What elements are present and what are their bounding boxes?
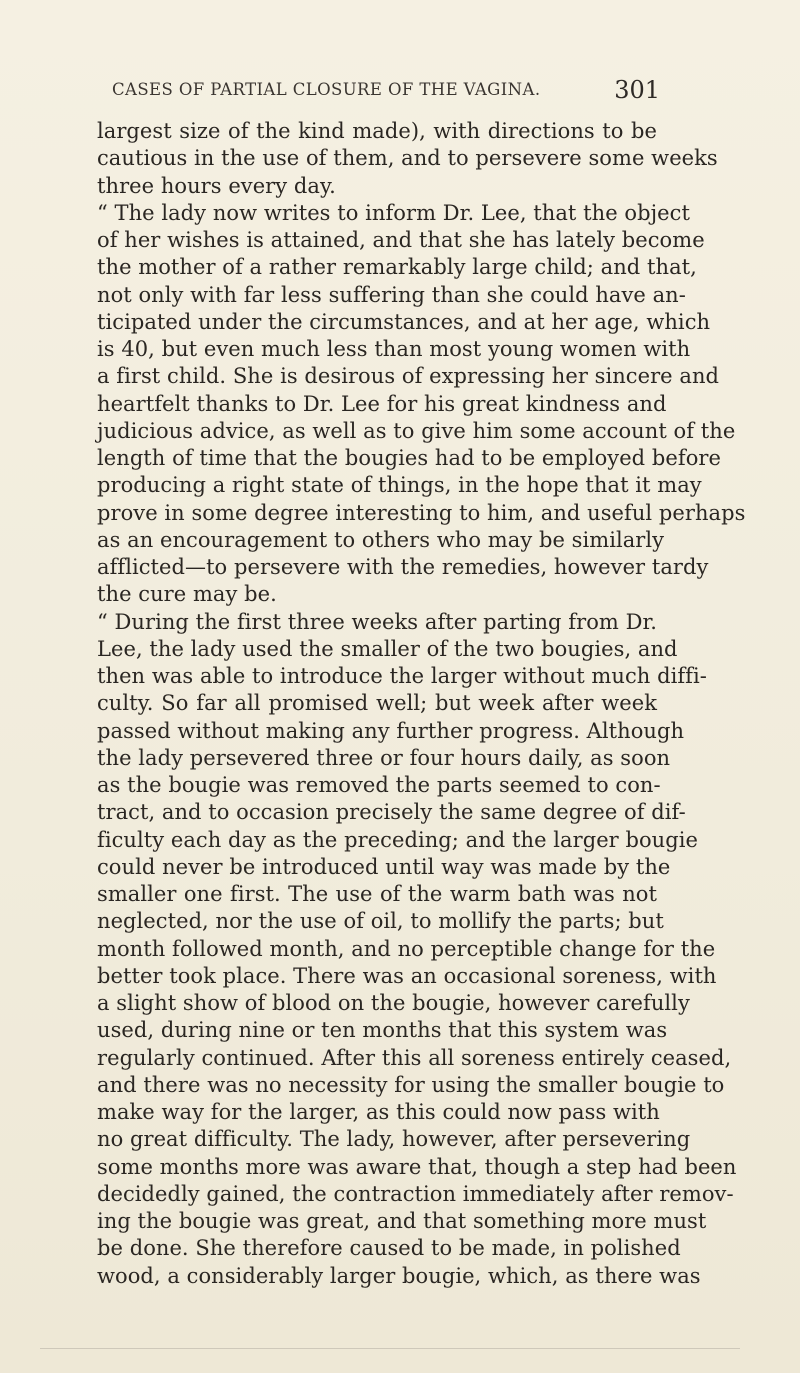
text-line: of her wishes is attained, and that she has lately become (97, 228, 705, 252)
text-line: as an encouragement to others who may be similarly (97, 527, 665, 552)
text-line: length of time that the bougies had to be employed before (97, 446, 721, 470)
text-line: producing a right state of things, in the hope that it may (97, 473, 702, 498)
page-number: 301 (614, 76, 660, 104)
text-line: regularly continued. After this all soreness entirely ceased, (97, 1045, 732, 1070)
text-line: used, during nine or ten months that this system was (97, 1018, 668, 1043)
text-line: month followed month, and no perceptible change for the (97, 936, 716, 961)
text-line: ficulty each day as the preceding; and the larger bougie (97, 827, 698, 852)
text-line: prove in some degree interesting to him, and useful perhaps (97, 500, 746, 525)
text-line: three hours every day. (97, 173, 336, 198)
text-line: “ During the first three weeks after parting from Dr. (97, 609, 657, 634)
text-line: tract, and to occasion precisely the same degree of dif- (97, 800, 686, 825)
text-line: judicious advice, as well as to give him some account of the (97, 418, 736, 443)
running-head: CASES OF PARTIAL CLOSURE OF THE VAGINA. (112, 80, 541, 99)
text-line: a slight show of blood on the bougie, however carefully (97, 991, 690, 1015)
text-line: passed without making any further progress. Although (97, 718, 685, 743)
text-line: ticipated under the circumstances, and at her age, which (97, 309, 711, 334)
text-line: cautious in the use of them, and to persevere some weeks (97, 146, 718, 171)
page-bottom-edge (40, 1348, 740, 1349)
text-line: the lady persevered three or four hours daily, as soon (97, 745, 671, 770)
text-line: better took place. There was an occasional soreness, with (97, 963, 717, 988)
text-line: make way for the larger, as this could now pass with (97, 1100, 660, 1124)
text-line: afflicted—to persevere with the remedies, however tardy (97, 555, 709, 579)
text-line: no great difficulty. The lady, however, after persevering (97, 1127, 691, 1152)
text-line: some months more was aware that, though a step had been (97, 1154, 737, 1179)
text-line: is 40, but even much less than most young women with (97, 337, 691, 361)
text-line: could never be introduced until way was made by the (97, 854, 671, 879)
text-line: not only with far less suffering than she could have an- (97, 282, 686, 307)
text-line: then was able to introduce the larger without much diffi- (97, 664, 707, 688)
text-line: a first child. She is desirous of expressing her sincere and (97, 364, 720, 389)
text-line: smaller one first. The use of the warm bath was not (97, 882, 657, 906)
text-line: culty. So far all promised well; but week after week (97, 691, 657, 716)
text-line: wood, a considerably larger bougie, which, as there was (97, 1263, 701, 1288)
text-line: as the bougie was removed the parts seemed to con- (97, 773, 661, 797)
text-line: ing the bougie was great, and that something more must (97, 1209, 707, 1233)
text-line: the cure may be. (97, 582, 277, 607)
body-text (97, 118, 746, 1290)
text-line: Lee, the lady used the smaller of the two bougies, and (97, 636, 678, 661)
text-line: and there was no necessity for using the smaller bougie to (97, 1072, 725, 1097)
text-line: the mother of a rather remarkably large child; and that, (97, 255, 697, 280)
text-line: largest size of the kind made), with directions to be (97, 119, 657, 143)
text-line: neglected, nor the use of oil, to mollify the parts; but (97, 909, 664, 934)
text-line: heartfelt thanks to Dr. Lee for his great kindness and (97, 391, 667, 416)
text-line: “ The lady now writes to inform Dr. Lee, that the object (97, 200, 690, 225)
page-header (100, 76, 660, 112)
text-line: be done. She therefore caused to be made, in polished (97, 1236, 681, 1261)
text-line: decidedly gained, the contraction immediately after remov- (97, 1181, 734, 1206)
